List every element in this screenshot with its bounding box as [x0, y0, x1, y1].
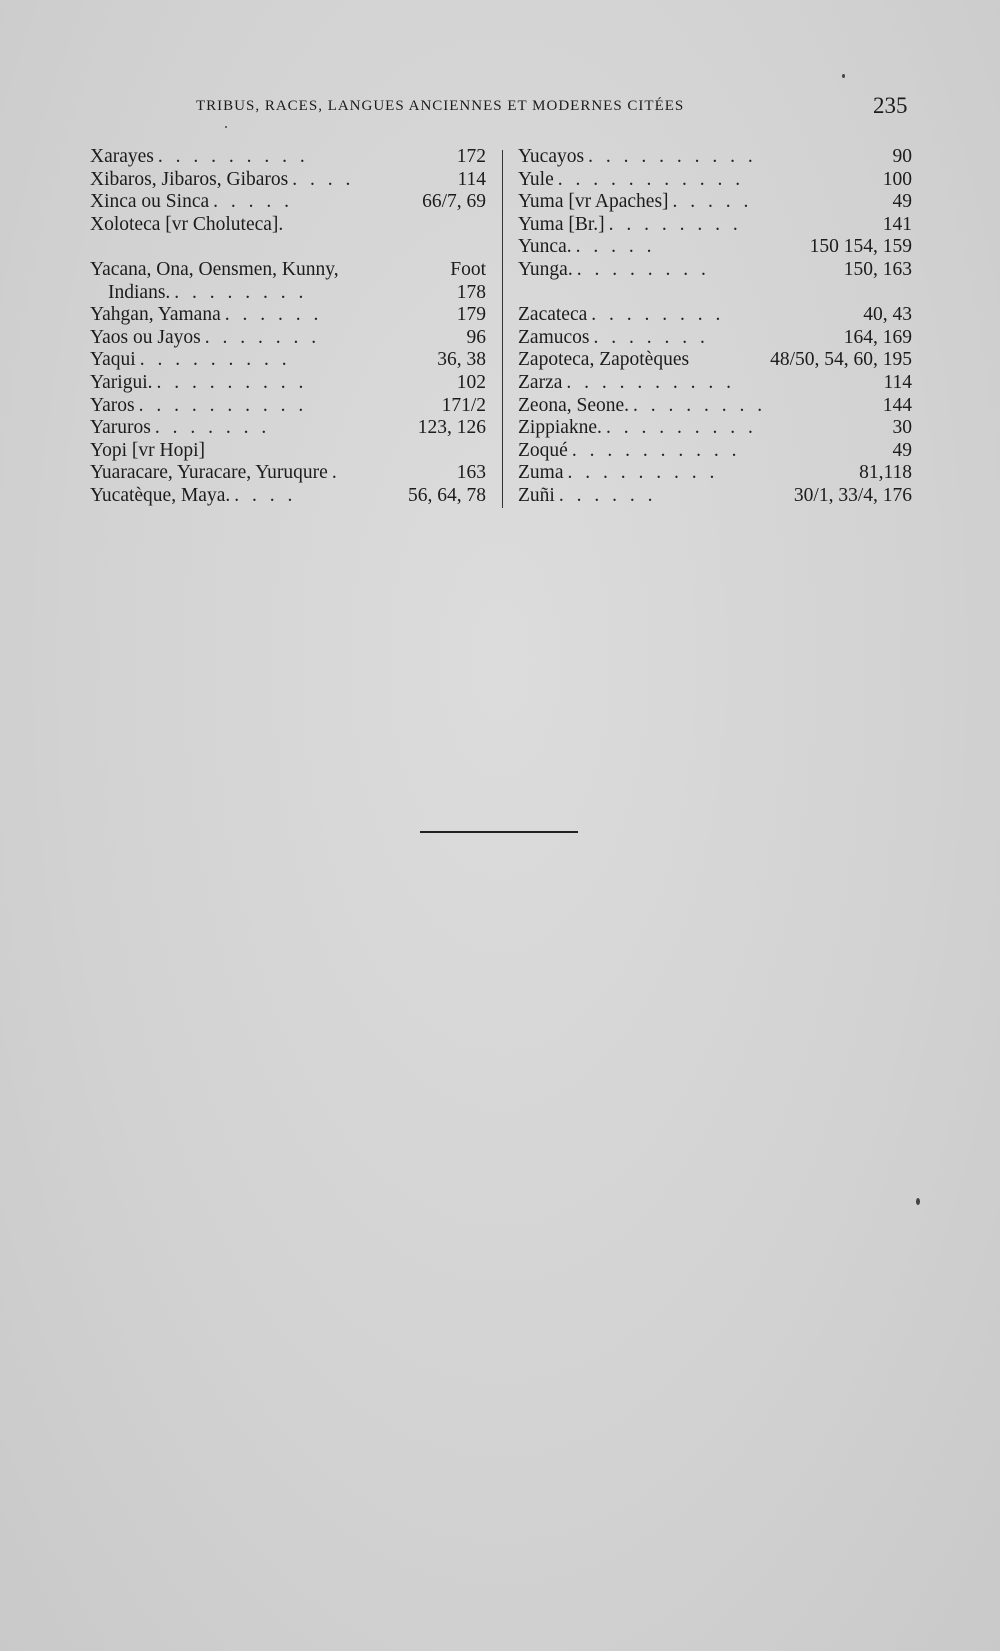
dot-leader: . . . . . . — [224, 304, 323, 326]
entry-pages: 171/2 — [441, 394, 486, 416]
entry-pages: 30/1, 33/4, 176 — [793, 484, 912, 506]
entry-name: Yuma [vr Apaches] — [518, 191, 669, 213]
entry-name: Yule — [518, 168, 554, 190]
dot-leader: . . . . . . . . — [576, 258, 710, 280]
right-column — [518, 146, 912, 508]
end-rule — [420, 831, 578, 833]
index-entry — [518, 395, 912, 418]
dot-leader: . . . . . . . . — [633, 394, 767, 416]
entry-pages: 123, 126 — [417, 417, 486, 439]
entry-name: Yacana, Ona, Oensmen, Kunny, — [90, 258, 339, 280]
dot-leader: . . . . — [292, 168, 355, 190]
entry-name: Yunga. — [518, 258, 573, 280]
entry-pages: 81,118 — [859, 462, 912, 484]
left-column — [90, 146, 486, 508]
index-entry — [90, 259, 486, 304]
entry-pages: 100 — [882, 168, 912, 190]
paper-speck — [916, 1198, 920, 1205]
entry-name: Yunca. — [518, 236, 572, 258]
dot-leader: . . . . . . . . — [174, 281, 308, 303]
index-entry — [90, 440, 486, 463]
entry-name: Xoloteca [vr Choluteca]. — [90, 213, 284, 235]
entry-pages: 49 — [892, 439, 912, 461]
entry-name: Xinca ou Sinca — [90, 191, 210, 213]
paper-speck — [225, 126, 227, 128]
entry-pages: 90 — [892, 146, 912, 167]
entry-name: Zuma — [518, 462, 564, 484]
index-entry — [90, 214, 486, 237]
index-entry — [518, 259, 912, 282]
dot-leader: . . . . . . . . . — [605, 417, 757, 439]
index-entry — [518, 440, 912, 463]
index-entry — [90, 417, 486, 440]
index-entry — [518, 236, 912, 259]
entry-name: Yaqui — [90, 349, 136, 371]
entry-pages: 179 — [456, 304, 486, 326]
entry-name-continued: Indians. — [108, 281, 171, 303]
dot-leader: . . . . . . . . . . — [566, 371, 735, 393]
dot-leader: . . . . . . . . . — [567, 462, 719, 484]
right-z-entries — [518, 304, 912, 507]
section-gap — [518, 282, 912, 305]
entry-pages: 178 — [456, 281, 486, 303]
entry-name: Yucatèque, Maya. — [90, 484, 231, 506]
index-entry — [90, 485, 486, 508]
index-entry — [518, 349, 912, 372]
index-entry — [518, 372, 912, 395]
dot-leader: . . . . . . . . . . — [588, 146, 757, 167]
entry-pages: 172 — [456, 146, 486, 167]
dot-leader: . . . . . . . — [204, 326, 321, 348]
index-entry — [90, 462, 486, 485]
dot-leader: . . . . . . . — [154, 417, 271, 439]
index-entry — [518, 169, 912, 192]
section-gap — [90, 236, 486, 259]
index-entry — [518, 417, 912, 440]
left-x-entries — [90, 146, 486, 236]
dot-leader: . . . . . . . . . . — [138, 394, 308, 416]
index-entry — [90, 372, 486, 395]
entry-name: Yaros — [90, 394, 135, 416]
entry-pages: 114 — [457, 168, 486, 190]
dot-leader: . . . . . . — [558, 484, 657, 506]
entry-name: Yuma [Br.] — [518, 213, 605, 235]
dot-leader: . . . . . — [672, 191, 753, 213]
index-entry — [518, 485, 912, 508]
entry-name: Zapoteca, Zapotèques — [518, 349, 690, 371]
dot-leader: . . . . . — [213, 191, 294, 213]
entry-name: Zoqué — [518, 439, 568, 461]
paper-speck — [842, 74, 845, 78]
dot-leader: . — [331, 462, 341, 484]
index-entry — [90, 191, 486, 214]
entry-pages: 40, 43 — [863, 304, 912, 326]
running-head: TRIBUS, RACES, LANGUES ANCIENNES ET MODERNES CITÉES — [196, 98, 685, 114]
index-entry — [90, 304, 486, 327]
entry-name: Yopi [vr Hopi] — [90, 439, 206, 461]
entry-name: Yuaracare, Yuracare, Yuruqure — [90, 462, 328, 484]
entry-pages: 141 — [882, 213, 912, 235]
entry-name: Yahgan, Yamana — [90, 304, 221, 326]
entry-pages: 114 — [883, 371, 912, 393]
index-entry — [90, 327, 486, 350]
index-entry — [90, 169, 486, 192]
entry-name: Zuñi — [518, 484, 555, 506]
entry-name: Zippiakne. — [518, 417, 602, 439]
entry-pages: 144 — [882, 394, 912, 416]
entry-name: Zeona, Seone. — [518, 394, 630, 416]
index-entry — [518, 146, 912, 169]
index-entry — [518, 327, 912, 350]
index-entry — [90, 349, 486, 372]
entry-pages: 150 154, 159 — [809, 236, 912, 258]
dot-leader: . . . . . . . . . — [156, 371, 308, 393]
index-entry — [518, 462, 912, 485]
page-number: 235 — [873, 93, 908, 118]
entry-pages: 96 — [466, 326, 486, 348]
entry-name: Zamucos — [518, 326, 590, 348]
entry-pages: 49 — [892, 191, 912, 213]
entry-pages: 102 — [456, 371, 486, 393]
entry-name-end: Foot — [450, 258, 486, 280]
entry-pages: 66/7, 69 — [422, 191, 486, 213]
entry-name: Xarayes — [90, 146, 154, 167]
entry-name: Yarigui. — [90, 371, 153, 393]
entry-name: Zarza — [518, 371, 563, 393]
index-entry — [518, 214, 912, 237]
entry-pages: 150, 163 — [843, 258, 912, 280]
dot-leader: . . . . . . . . . — [157, 146, 309, 167]
entry-name: Xibaros, Jibaros, Gibaros — [90, 168, 289, 190]
dot-leader: . . . . . . . . — [608, 213, 742, 235]
index-entry — [90, 395, 486, 418]
index-entry — [90, 146, 486, 169]
right-y-entries — [518, 146, 912, 282]
entry-pages: 36, 38 — [437, 349, 486, 371]
dot-leader: . . . . . . . . . — [139, 349, 291, 371]
index-entry — [518, 304, 912, 327]
dot-leader: . . . . . . . . — [591, 304, 725, 326]
column-divider — [502, 150, 503, 508]
entry-pages: 48/50, 54, 60, 195 — [770, 349, 912, 371]
entry-name: Yaos ou Jayos — [90, 326, 201, 348]
entry-pages: 56, 64, 78 — [408, 484, 486, 506]
dot-leader: . . . . . . . . . . . — [557, 168, 745, 190]
left-y-entries — [90, 259, 486, 508]
entry-name: Yaruros — [90, 417, 151, 439]
entry-pages: 164, 169 — [843, 326, 912, 348]
dot-leader: . . . . — [234, 484, 297, 506]
entry-name: Yucayos — [518, 146, 585, 167]
entry-name: Zacateca — [518, 304, 588, 326]
dot-leader: . . . . . — [575, 236, 656, 258]
entry-pages: 30 — [892, 417, 912, 439]
entry-pages: 163 — [456, 462, 486, 484]
dot-leader: . . . . . . . — [593, 326, 709, 348]
index-entry — [518, 191, 912, 214]
dot-leader: . . . . . . . . . . — [571, 439, 741, 461]
